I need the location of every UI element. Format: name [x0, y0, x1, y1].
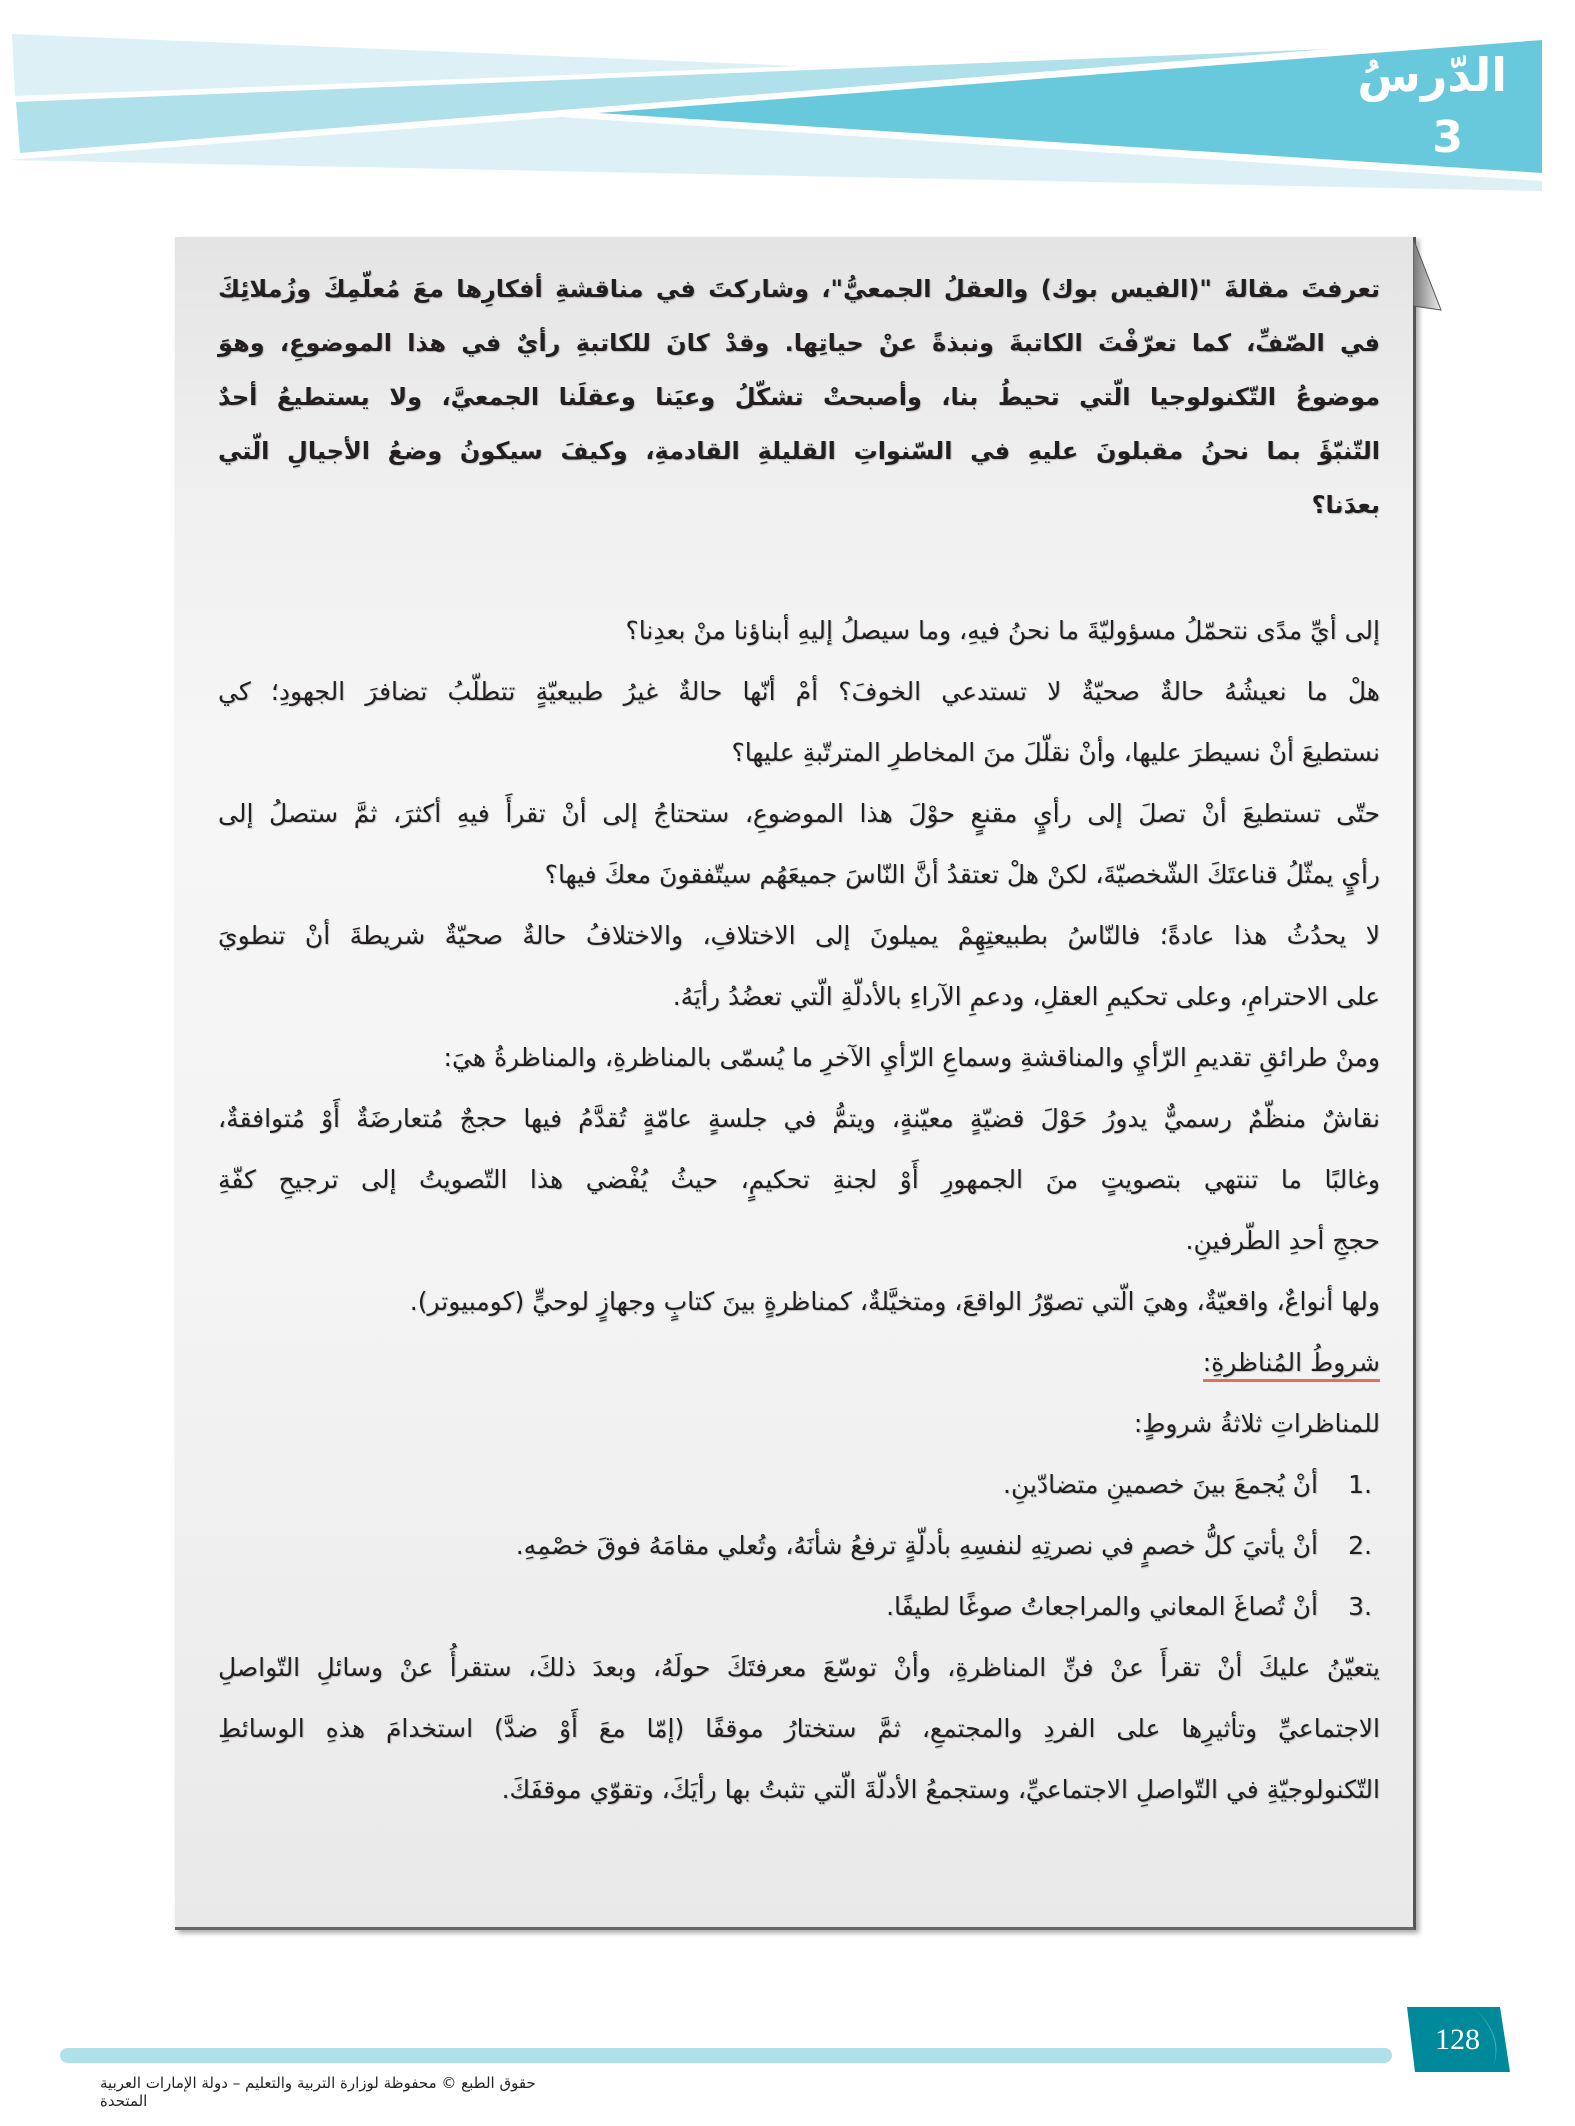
- condition-text: أنْ تُصاغَ المعاني والمراجعاتُ صوغًا لطيفًا.: [886, 1592, 1318, 1621]
- condition-item: [218, 1576, 1380, 1637]
- paragraph-line: ومنْ طرائقِ تقديمِ الرّأيِ والمناقشةِ وسماعِ الرّأيِ الآخرِ ما يُسمّى بالمناظرةِ، والمناظرةُ هيَ:: [443, 1043, 1380, 1072]
- paragraph-line: نقاشٌ منظّمٌ رسميٌّ يدورُ حَوْلَ قضيّةٍ معيّنةٍ، ويتمُّ في جلسةٍ عامّةٍ تُقدَّمُ فيها حججٌ مُتعارضَةٌ أَوْ مُتوافقةٌ،: [218, 1104, 1380, 1133]
- intro-line: موضوعُ التّكنولوجيا الّتي تحيطُ بنا، وأصبحتْ تشكّلُ وعيَنا وعقلَنا الجمعيَّ، ولا يستطيعُ أحدٌ: [218, 383, 1380, 411]
- condition-number: .3: [1348, 1592, 1372, 1621]
- page-number: 128: [1435, 2023, 1480, 2056]
- paragraph-line: إلى أيِّ مدًى نتحمّلُ مسؤوليّةَ ما نحنُ فيهِ، وما سيصلُ إليهِ أبناؤنا منْ بعدِنا؟: [625, 616, 1380, 645]
- paragraph-line: نستطيعَ أنْ نسيطرَ عليها، وأنْ نقلّلَ منَ المخاطرِ المترتّبةِ عليها؟: [731, 738, 1380, 767]
- intro-line: في الصّفِّ، كما تعرّفْتَ الكاتبةَ ونبذةً عنْ حياتِها. وقدْ كانَ للكاتبةِ رأيٌ في هذا الموضوعِ، وهوَ: [218, 329, 1380, 357]
- paragraph-line: التّكنولوجيّةِ في التّواصلِ الاجتماعيِّ، وستجمعُ الأدلّةَ الّتي تثبتُ بها رأيَكَ، وتقوّي موقفَكَ.: [501, 1775, 1380, 1804]
- page-fold-icon: [1413, 238, 1443, 313]
- lesson-banner: [0, 0, 1575, 250]
- condition-number: .1: [1348, 1470, 1372, 1499]
- paragraph-line: ولها أنواعٌ، واقعيّةٌ، وهيَ الّتي تصوّرُ الواقعَ، ومتخيَّلةٌ، كمناظرةٍ بينَ كتابٍ وجهازٍ لوحيٍّ (كومبيوتر).: [409, 1287, 1380, 1316]
- paragraph-line: يتعيّنُ عليكَ أنْ تقرأَ عنْ فنِّ المناظرةِ، وأنْ توسّعَ معرفتَكَ حولَهُ، وبعدَ ذلكَ، ستقرأُ عنْ وسائلِ التّواصلِ: [218, 1653, 1380, 1682]
- paragraph-line: لا يحدُثُ هذا عادةً؛ فالنّاسُ بطبيعتِهِمْ يميلونَ إلى الاختلافِ، والاختلافُ حالةٌ صحيّةٌ شريطةَ أنْ تنطويَ: [218, 921, 1380, 950]
- paragraph-line: وغالبًا ما تنتهي بتصويتٍ منَ الجمهورِ أَوْ لجنةِ تحكيمٍ، حيثُ يُفْضي هذا التّصويتُ إلى ترجيحِ كفّةِ: [218, 1165, 1380, 1194]
- paragraph-line: هلْ ما نعيشُهُ حالةٌ صحيّةٌ لا تستدعي الخوفَ؟ أمْ أنّها حالةٌ غيرُ طبيعيّةٍ تتطلّبُ تضافرَ الجهودِ؛ كي: [218, 677, 1380, 706]
- condition-number: .2: [1348, 1531, 1372, 1560]
- condition-text: أنْ يأتيَ كلُّ خصمٍ في نصرتِهِ لنفسِهِ بأدلّةٍ ترفعُ شأنَهُ، وتُعلي مقامَهُ فوقَ خصْمِهِ.: [515, 1531, 1318, 1560]
- condition-item: [218, 1515, 1380, 1576]
- copyright-text: حقوق الطبع © محفوظة لوزارة التربية والتعليم – دولة الإمارات العربية المتحدة: [100, 2074, 536, 2110]
- paragraph-line: على الاحترامِ، وعلى تحكيمِ العقلِ، ودعمِ الآراءِ بالأدلّةِ الّتي تعضُدُ رأيَهُ.: [672, 982, 1380, 1011]
- body-text: [218, 600, 1380, 1820]
- intro-box: [218, 262, 1380, 532]
- paragraph-line: للمناظراتِ ثلاثةُ شروطٍ:: [1133, 1409, 1380, 1438]
- section-heading-text: شروطُ المُناظرةِ:: [1203, 1348, 1380, 1382]
- footer-bar: [60, 2048, 1392, 2063]
- paragraph-line: الاجتماعيِّ وتأثيرِها على الفردِ والمجتمعِ، ثمَّ ستختارُ موقفًا (إمّا معَ أَوْ ضدَّ) استخدامَ هذهِ الوسائطِ: [218, 1714, 1380, 1743]
- paragraph-line: حججِ أحدِ الطّرفينِ.: [1185, 1226, 1380, 1255]
- condition-text: أنْ يُجمعَ بينَ خصمينِ متضادّينِ.: [1003, 1470, 1318, 1499]
- condition-item: [218, 1454, 1380, 1515]
- intro-line: التّنبّؤَ بما نحنُ مقبلونَ عليهِ في السّنواتِ القليلةِ القادمةِ، وكيفَ سيكونُ وضعُ الأجيالِ الّتي: [218, 437, 1380, 465]
- lesson-number: 3: [1432, 112, 1463, 163]
- intro-line: تعرفتَ مقالةَ "(الفيس بوك) والعقلُ الجمعيُّ"، وشاركتَ في مناقشةِ أفكارِها معَ مُعلّمِكَ وزُملائِكَ: [218, 275, 1380, 303]
- paragraph-line: رأيٍ يمثّلُ قناعتَكَ الشّخصيّةَ، لكنْ هلْ تعتقدُ أنَّ النّاسَ جميعَهُم سيتّفقونَ معكَ فيها؟: [544, 860, 1380, 889]
- lesson-label: الدّرسُ: [1357, 48, 1507, 102]
- section-heading: [218, 1332, 1380, 1393]
- intro-line: بعدَنا؟: [1311, 491, 1380, 519]
- paragraph-line: حتّى تستطيعَ أنْ تصلَ إلى رأيٍ مقنعٍ حوْلَ هذا الموضوعِ، ستحتاجُ إلى أنْ تقرأَ فيهِ أكثرَ، ثمَّ ستصلُ إلى: [218, 799, 1380, 828]
